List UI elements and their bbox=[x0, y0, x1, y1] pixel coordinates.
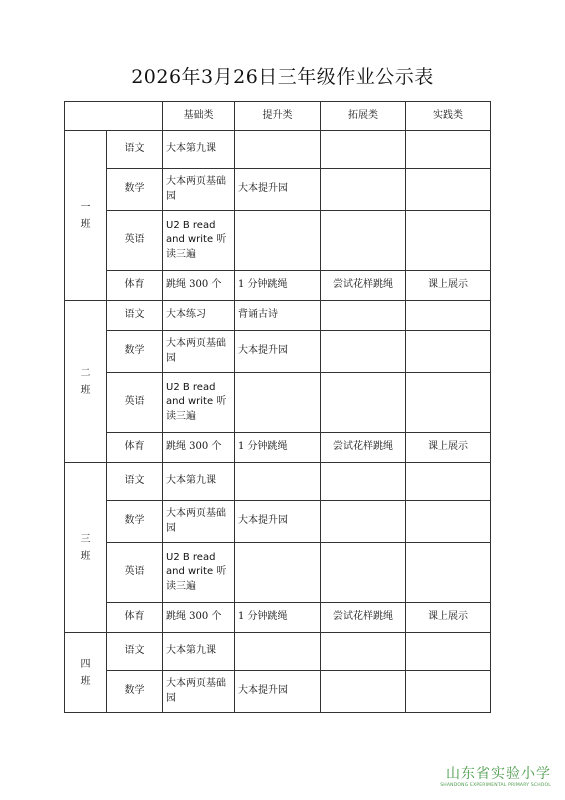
task-cell-extend: 尝试花样跳绳 bbox=[321, 603, 406, 633]
task-cell-basic: 大本第九课 bbox=[163, 131, 235, 169]
task-cell-extend bbox=[321, 633, 406, 671]
task-cell-improve bbox=[235, 131, 321, 169]
task-cell-improve bbox=[235, 211, 321, 271]
task-cell-basic: 大本第九课 bbox=[163, 463, 235, 501]
task-cell-extend bbox=[321, 373, 406, 433]
task-cell-improve: 大本提升园 bbox=[235, 671, 321, 713]
school-logo-name: 山东省实验小学 bbox=[446, 766, 551, 782]
table-row bbox=[65, 603, 491, 633]
subject-cell: 数学 bbox=[107, 501, 163, 543]
table-row bbox=[65, 301, 491, 331]
subject-cell: 语文 bbox=[107, 131, 163, 169]
class-name-line2: 班 bbox=[80, 384, 91, 396]
school-logo-english: SHANDONG EXPERIMENTAL PRIMARY SCHOOL bbox=[440, 783, 551, 788]
class-name bbox=[80, 365, 92, 399]
task-cell-improve: 背诵古诗 bbox=[235, 301, 321, 331]
table-row bbox=[65, 543, 491, 603]
task-cell-extend bbox=[321, 501, 406, 543]
task-cell-improve: 大本提升园 bbox=[235, 501, 321, 543]
task-cell-practice: 课上展示 bbox=[406, 433, 491, 463]
task-cell-improve bbox=[235, 463, 321, 501]
task-cell-basic: 跳绳 300 个 bbox=[163, 603, 235, 633]
task-cell-basic: U2 B read and write 听读三遍 bbox=[163, 373, 235, 433]
class-name-line1: 一 bbox=[80, 201, 91, 213]
header-blank-cell bbox=[65, 102, 163, 131]
table-row bbox=[65, 131, 491, 169]
class-name bbox=[80, 199, 92, 233]
subject-cell: 数学 bbox=[107, 331, 163, 373]
task-cell-basic: 大本两页基础园 bbox=[163, 501, 235, 543]
task-cell-improve bbox=[235, 373, 321, 433]
task-cell-practice bbox=[406, 169, 491, 211]
task-cell-basic: 大本第九课 bbox=[163, 633, 235, 671]
table-row bbox=[65, 463, 491, 501]
task-cell-extend: 尝试花样跳绳 bbox=[321, 271, 406, 301]
task-cell-basic: 大本练习 bbox=[163, 301, 235, 331]
task-cell-basic: 大本两页基础园 bbox=[163, 331, 235, 373]
header-row bbox=[65, 102, 491, 131]
class-name-line1: 三 bbox=[80, 533, 91, 545]
class-name-line2: 班 bbox=[80, 675, 91, 687]
task-cell-basic: 大本两页基础园 bbox=[163, 169, 235, 211]
task-cell-improve: 1 分钟跳绳 bbox=[235, 603, 321, 633]
task-cell-practice bbox=[406, 633, 491, 671]
class-name bbox=[80, 531, 92, 565]
task-cell-improve: 大本提升园 bbox=[235, 331, 321, 373]
school-logo bbox=[401, 763, 551, 788]
task-cell-extend bbox=[321, 301, 406, 331]
subject-cell: 数学 bbox=[107, 671, 163, 713]
task-cell-practice bbox=[406, 501, 491, 543]
task-cell-extend bbox=[321, 169, 406, 211]
task-cell-extend bbox=[321, 671, 406, 713]
task-cell-practice bbox=[406, 543, 491, 603]
subject-cell: 体育 bbox=[107, 433, 163, 463]
task-cell-basic: 跳绳 300 个 bbox=[163, 433, 235, 463]
header-improve: 提升类 bbox=[235, 102, 321, 131]
task-cell-practice bbox=[406, 301, 491, 331]
subject-cell: 英语 bbox=[107, 373, 163, 433]
table-row bbox=[65, 211, 491, 271]
table-row bbox=[65, 373, 491, 433]
table-row bbox=[65, 433, 491, 463]
task-cell-improve: 1 分钟跳绳 bbox=[235, 271, 321, 301]
task-cell-extend bbox=[321, 463, 406, 501]
table-row bbox=[65, 331, 491, 373]
task-cell-extend bbox=[321, 543, 406, 603]
task-cell-improve: 1 分钟跳绳 bbox=[235, 433, 321, 463]
task-cell-basic: U2 B read and write 听读三遍 bbox=[163, 211, 235, 271]
table-row bbox=[65, 633, 491, 671]
task-cell-improve bbox=[235, 543, 321, 603]
task-cell-basic: U2 B read and write 听读三遍 bbox=[163, 543, 235, 603]
task-cell-practice bbox=[406, 211, 491, 271]
subject-cell: 体育 bbox=[107, 271, 163, 301]
class-name-cell bbox=[65, 301, 107, 463]
subject-cell: 英语 bbox=[107, 211, 163, 271]
task-cell-extend bbox=[321, 131, 406, 169]
task-cell-practice bbox=[406, 331, 491, 373]
class-name-line1: 四 bbox=[80, 658, 91, 670]
header-practice: 实践类 bbox=[406, 102, 491, 131]
header-extend: 拓展类 bbox=[321, 102, 406, 131]
class-name-line2: 班 bbox=[80, 218, 91, 230]
subject-cell: 语文 bbox=[107, 301, 163, 331]
task-cell-practice bbox=[406, 131, 491, 169]
subject-cell: 语文 bbox=[107, 633, 163, 671]
task-cell-practice bbox=[406, 373, 491, 433]
task-cell-practice bbox=[406, 463, 491, 501]
header-basic: 基础类 bbox=[163, 102, 235, 131]
class-name-line1: 二 bbox=[80, 367, 91, 379]
class-name-cell bbox=[65, 633, 107, 713]
task-cell-extend bbox=[321, 211, 406, 271]
page-title: 2026年3月26日三年级作业公示表 bbox=[131, 66, 434, 88]
task-cell-practice: 课上展示 bbox=[406, 603, 491, 633]
class-name-cell bbox=[65, 131, 107, 301]
class-name-line2: 班 bbox=[80, 550, 91, 562]
task-cell-extend: 尝试花样跳绳 bbox=[321, 433, 406, 463]
task-cell-improve: 大本提升园 bbox=[235, 169, 321, 211]
table-row bbox=[65, 271, 491, 301]
task-cell-extend bbox=[321, 331, 406, 373]
class-name-cell bbox=[65, 463, 107, 633]
homework-table bbox=[64, 101, 491, 713]
table-row bbox=[65, 169, 491, 211]
task-cell-basic: 大本两页基础园 bbox=[163, 671, 235, 713]
task-cell-practice: 课上展示 bbox=[406, 271, 491, 301]
task-cell-improve bbox=[235, 633, 321, 671]
table-row bbox=[65, 671, 491, 713]
class-name bbox=[80, 656, 92, 690]
subject-cell: 英语 bbox=[107, 543, 163, 603]
subject-cell: 数学 bbox=[107, 169, 163, 211]
subject-cell: 语文 bbox=[107, 463, 163, 501]
table-row bbox=[65, 501, 491, 543]
task-cell-practice bbox=[406, 671, 491, 713]
subject-cell: 体育 bbox=[107, 603, 163, 633]
task-cell-basic: 跳绳 300 个 bbox=[163, 271, 235, 301]
table-body bbox=[65, 131, 491, 713]
